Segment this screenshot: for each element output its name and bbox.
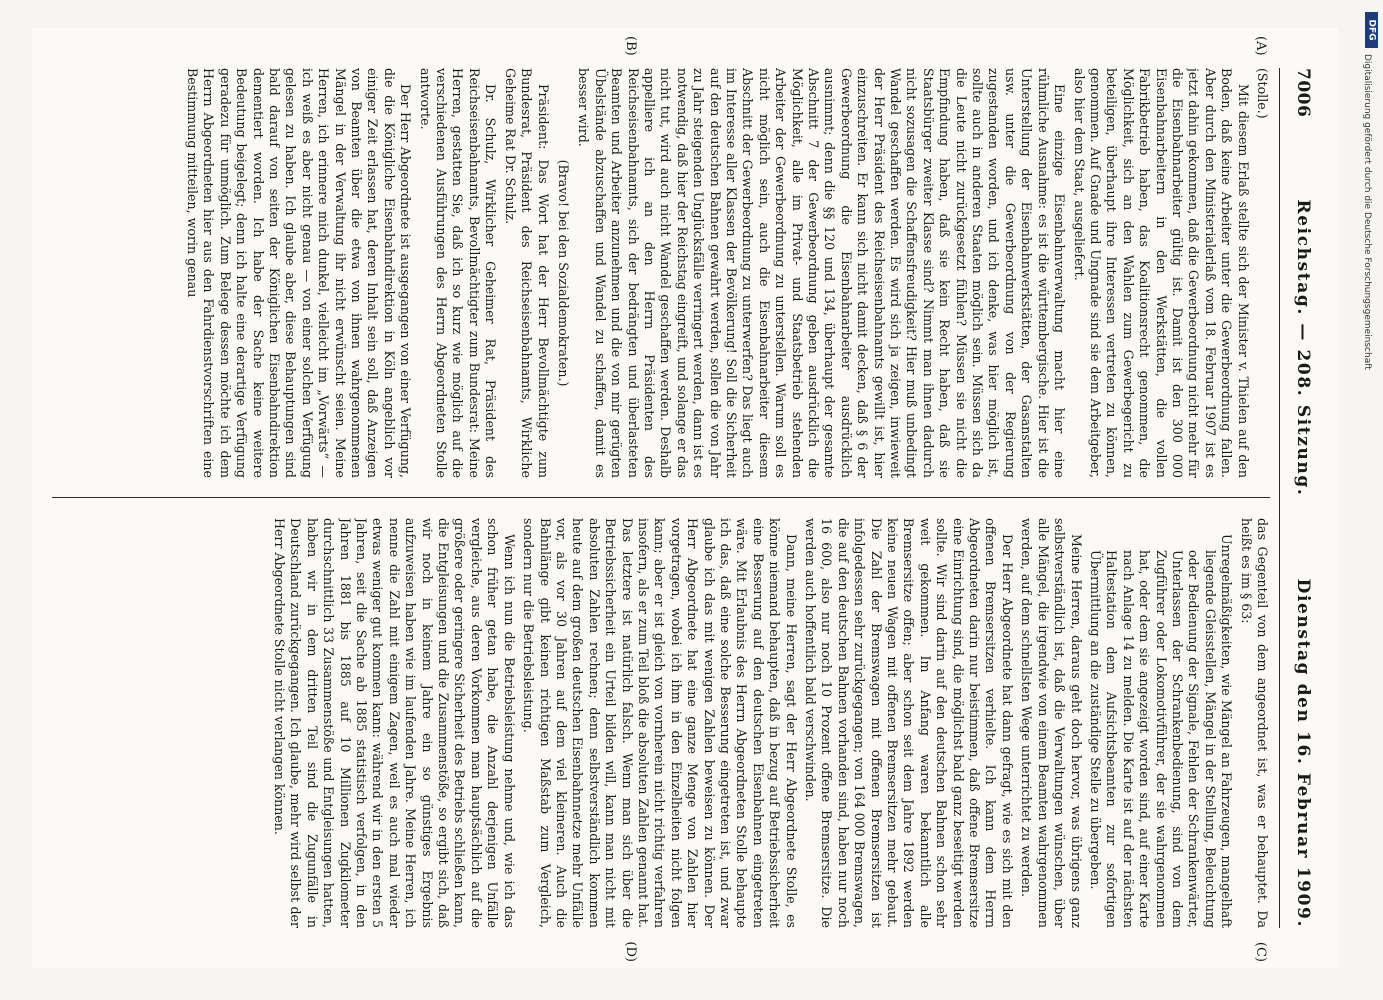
left-column	[52, 68, 1270, 478]
header-rule	[1279, 68, 1280, 928]
paragraph: Präsident: Das Wort hat der Herr Bevollmächtigte zum Bundesrat, Präsident des Reichseisenbahnamts, Wirkliche Geheime Rat Dr. Schulz.	[502, 68, 551, 478]
dfg-notice	[1342, 8, 1378, 992]
margin-marker-b: (B)	[623, 36, 638, 56]
paragraph: Mit diesem Erlaß stellte sich der Minister v. Thielen auf den Boden, daß keine Arbeiter unter die Gewerbeordnung fallen. Aber durch den Ministerialerlaß vom 18. Februar 1907 ist es jetzt dahin gekommen, daß die Gewerbeordnung nicht mehr für die Eisenbahnarbeiter gültig ist. Damit ist den 300 000 Eisenbahnarbeitern in den Werkstätten, die vollen Fabrikbetrieb haben, das Koalitionsrecht genommen, die Möglichkeit, sich an den Wahlen zum Gewerbegericht zu beteiligen, überhaupt ihre Interessen vertreten zu können, genommen. Auf Gnade und Ungnade sind sie dem Arbeitgeber, also hier dem Staat, ausgeliefert.	[1071, 68, 1251, 478]
dfg-logo: DFG	[1365, 12, 1378, 48]
page-header	[1286, 68, 1320, 928]
column-divider	[52, 497, 1270, 498]
session-title: Reichstag. — 208. Sitzung.	[1293, 199, 1313, 497]
paragraph: Meine Herren, daraus geht doch hervor, was übrigens ganz selbstverständlich ist, daß die Verwaltungen wünschen, über alle Mängel, die irgendwie von einem Beamten wahrgenommen werden, auf dem schnellsten Wege unterrichtet zu werden.	[1019, 518, 1084, 928]
newspaper-page	[32, 28, 1338, 968]
paragraph: Der Herr Abgeordnete ist ausgegangen von einer Verfügung, die die Königliche Eisenbahndirektion in Köln angeblich vor einiger Zeit erlassen hat, deren Inhalt sein soll, daß Anzeigen von Beamten über die etwa von ihnen wahrgenommenen Mängel in der Verwaltung ihr nicht erwünscht seien. Meine Herren, ich erinnere mich dunkel, vielleicht im „Vorwärts“ — ich weiß es aber nicht genau — von einer solchen Verfügung gelesen zu haben. Ich glaube aber, diese Behauptungen sind bald darauf von seiten der Königlichen Eisenbahndirektion dementiert worden. Ich habe der Sache keine weitere Bedeutung beigelegt; denn ich halte eine derartige Verfügung geradezu für unmöglich. Zum Belege dessen möchte ich dem Herrn Abgeordneten hier aus den Fahrdienstvorschriften eine Bestimmung mitteilen, worin genau	[185, 68, 414, 478]
paragraph: Eine einzige Eisenbahnverwaltung macht hier eine rühmliche Ausnahme: es ist die württembergische. Hier ist die Unterstellung der Eisenbahnwerkstätten, der Gasanstalten usw. unter die Gewerbeordnung von der Regierung zugestanden worden, und ich denke, was hier möglich ist, sollte auch in anderen Staaten möglich sein. Müssen sich da die Leute nicht zurückgesetzt fühlen? Müssen sie nicht die Empfindung haben, daß sie kein Recht haben, daß sie Staatsbürger zweiter Klasse sind? Nimmt man ihnen dadurch nicht sozusagen die Schaffensfreudigkeit? Hier muß unbedingt Wandel geschaffen werden. Es wird sich ja zeigen, inwieweit der Herr Präsident des Reichseisenbahnamts gewillt ist, hier einzuschreiten. Er kann sich nicht damit decken, daß § 6 der Gewerbeordnung die Eisenbahnarbeiter ausdrücklich ausnimmt; denn die §§ 120 und 134, überhaupt der gesamte Abschnitt 7 der Gewerbeordnung geben ausdrücklich die Möglichkeit, alle im Privat- und Staatsbetrieb stehenden Arbeiter der Gewerbeordnung zu unterstellen. Warum soll es nicht möglich sein, auch die Eisenbahnarbeiter diesem Abschnitt der Gewerbeordnung zu unterwerfen? Das liegt auch im Interesse aller Klassen der Bevölkerung! Soll die Sicherheit auf den deutschen Bahnen gewahrt werden, sollen die von Jahr zu Jahr steigenden Unglücksfälle verringert werden, dann ist es notwendig, daß hier der Reichstag eingreift, und solange er das nicht tut, wird auch nicht Wandel geschaffen werden. Deshalb appelliere ich an den Herrn Präsidenten des Reichseisenbahnamts, sich der bedrängten und überlasteten Beamten und Arbeiter anzunehmen und die von mir gerügten Übelstände abzuschaffen und Wandel zu schaffen, damit es besser wird.	[576, 68, 1068, 478]
margin-marker-c: (C)	[1253, 941, 1268, 962]
paragraph: das Gegenteil von dem angeordnet ist, was er behauptet. Da heißt es im § 63:	[1238, 518, 1270, 928]
paragraph: Wenn ich nun die Betriebsleistung nehme und, wie ich das schon früher getan habe, die Anzahl derjenigen Unfälle vergleiche, aus deren Vorkommen man hauptsächlich auf die größere oder geringere Sicherheit des Betriebs schließen kann, die Entgleisungen und die Zusammenstöße, so ergibt sich, daß wir noch in keinem Jahre ein so günstiges Ergebnis aufzuweisen haben wie im laufenden Jahre. Meine Herren, ich nenne die Zahl mit einigem Zagen, weil es auch mal wieder etwas weniger gut kommen kann: während wir in den ersten 5 Jahren, seit die Sache ab 1885 statistisch verfolgen, in den Jahren 1881 bis 1885 auf 10 Millionen Zugkilometer durchschnittlich 33 Zusammenstöße und Entgleisungen hatten, haben wir in dem dritten Teil sind die Zugunfälle in Deutschland zurückgegangen. Ich glaube, mehr wird selbst der Herr Abgeordnete Stolle nicht verlangen können.	[272, 518, 517, 928]
dfg-notice-text: Digitalisierung gefördert durch die Deutsche Forschungsgemeinschaft	[1362, 54, 1372, 370]
paragraph: Der Herr Abgeordnete hat dann gefragt, wie es sich mit den offenen Bremsersitzen verhielte. Ich kann dem Herrn Abgeordneten darin nur beistimmen, daß offene Bremsersitze eine Einrichtung sind, die möglichst bald ganz beseitigt werden sollte. Wir sind darin auf den deutschen Bahnen schon sehr weit gekommen. Im Anfang waren bekanntlich alle Bremsersitze offen; aber schon seit dem Jahre 1892 werden keine neuen Wagen mit offenen Bremsersitzen mehr gebaut. Die Zahl der Bremswagen mit offenen Bremsersitzen ist infolgedessen sehr zurückgegangen; von 164 000 Bremswagen, die auf den deutschen Bahnen vorhanden sind, haben nur noch 16 600, also nur noch 10 Prozent offene Bremsersitze. Die werden auch hoffentlich bald verschwinden.	[803, 518, 1015, 928]
margin-marker-d: (D)	[623, 941, 638, 962]
margin-marker-a: (A)	[1253, 36, 1268, 56]
right-column	[52, 518, 1270, 928]
paragraph: Dann, meine Herren, sagt der Herr Abgeordnete Stolle, es könne niemand behaupten, daß in bezug auf Betriebssicherheit eine Besserung auf den deutschen Eisenbahnen eingetreten wäre. Mit Erlaubnis des Herrn Abgeordneten Stolle behaupte ich das, daß eine solche Besserung eingetreten ist, und zwar glaube ich das mit wenigen Zahlen beweisen zu können. Der Herr Abgeordnete hat eine ganze Menge von Zahlen hier vorgetragen, wobei ich ihm in den Einzelheiten nicht folgen kann; aber er ist gleich von vornherein nicht richtig verfahren insofern, als er zum Teil bloß die absoluten Zahlen genannt hat. Das letztere ist natürlich falsch. Wenn man sich über die Betriebssicherheit ein Urteil bilden will, kann man nicht mit absoluten Zahlen rechnen; denn selbstverständlich kommen heute auf dem großen deutschen Eisenbahnnetze mehr Unfälle vor, als vor 30 Jahren auf dem viel kleineren. Auch die Bahnlänge gibt keinen richtigen Maßstab zum Vergleich, sondern nur die Betriebsleistung.	[521, 518, 799, 928]
speaker-note: (Stolle.)	[1255, 68, 1270, 119]
applause-note: (Bravo! bei den Sozialdemokraten.)	[555, 159, 571, 387]
quoted-regulation: Unregelmäßigkeiten, wie Mängel an Fahrzeugen, mangelhaft liegende Gleisstellen, Mängel in der Stellung, Beleuchtung oder Bedienung der Signale, Fehlen der Schrankenwärter, Unterlassen der Schrankenbedienung, sind von dem Zugführer oder Lokomotivführer, der sie wahrgenommen hat, oder dem sie angezeigt worden sind, auf einer Karte nach Anlage 14 zu melden. Die Karte ist auf der nächsten Haltestation dem Aufsichtsbeamten zur sofortigen Übermittlung an die zuständige Stelle zu übergeben.	[1087, 534, 1235, 928]
session-date: Dienstag den 16. Februar 1909.	[1293, 578, 1313, 928]
page-number: 7006	[1293, 68, 1313, 118]
paragraph: Dr. Schulz, Wirklicher Geheimer Rat, Präsident des Reichseisenbahnamts, Bevollmächtigter zum Bundesrat: Meine Herren, gestatten Sie, daß ich so kurz wie möglich auf die verschiedenen Ausführungen des Herrn Abgeordneten Stolle antworte.	[417, 68, 499, 478]
